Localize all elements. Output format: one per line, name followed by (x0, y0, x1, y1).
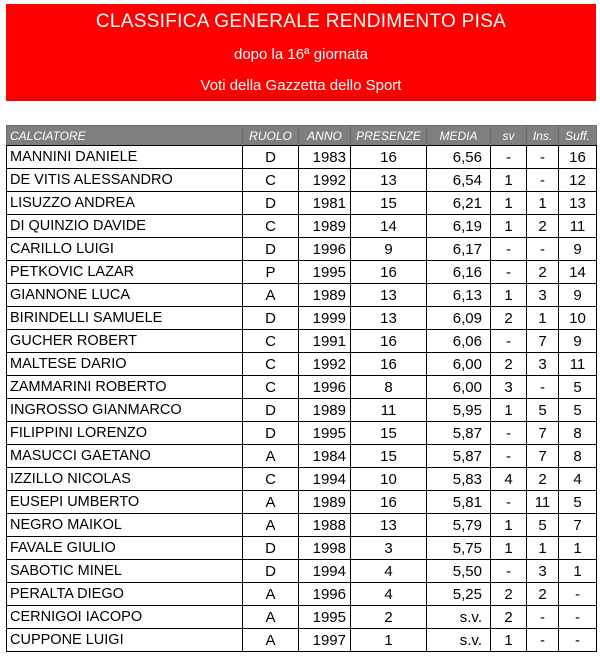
cell-suff: 5 (559, 491, 597, 514)
cell-appearances: 14 (351, 215, 427, 238)
cell-year: 1997 (299, 629, 351, 652)
cell-player: LISUZZO ANDREA (7, 192, 243, 215)
cell-year: 1995 (299, 422, 351, 445)
cell-player: INGROSSO GIANMARCO (7, 399, 243, 422)
cell-average: 6,13 (427, 284, 491, 307)
column-header-appearances: PRESENZE (351, 126, 427, 146)
cell-player: CARILLO LUIGI (7, 238, 243, 261)
cell-average: 6,19 (427, 215, 491, 238)
cell-role: C (243, 169, 299, 192)
source-note: Voti della Gazzetta dello Sport (200, 77, 402, 94)
cell-appearances: 13 (351, 514, 427, 537)
cell-sv: 1 (491, 169, 527, 192)
cell-year: 1983 (299, 146, 351, 169)
cell-player: PERALTA DIEGO (7, 583, 243, 606)
cell-sv: - (491, 261, 527, 284)
cell-ins: 3 (527, 353, 559, 376)
cell-average: 6,56 (427, 146, 491, 169)
table-row (7, 560, 597, 583)
cell-year: 1999 (299, 307, 351, 330)
cell-average: 5,81 (427, 491, 491, 514)
table-row (7, 376, 597, 399)
cell-role: P (243, 261, 299, 284)
cell-appearances: 4 (351, 583, 427, 606)
cell-appearances: 9 (351, 238, 427, 261)
cell-average: 5,87 (427, 422, 491, 445)
column-header-player: CALCIATORE (7, 126, 243, 146)
cell-ins: 1 (527, 537, 559, 560)
table-row (7, 445, 597, 468)
cell-suff: 9 (559, 284, 597, 307)
cell-ins: 5 (527, 514, 559, 537)
cell-sv: - (491, 146, 527, 169)
cell-year: 1998 (299, 537, 351, 560)
cell-average: 6,00 (427, 353, 491, 376)
standings-table (6, 125, 597, 652)
cell-suff: 7 (559, 514, 597, 537)
cell-ins: 7 (527, 330, 559, 353)
cell-suff: - (559, 606, 597, 629)
cell-suff: 11 (559, 215, 597, 238)
table-row (7, 583, 597, 606)
column-header-role: RUOLO (243, 126, 299, 146)
cell-sv: 2 (491, 353, 527, 376)
cell-suff: 1 (559, 537, 597, 560)
cell-role: D (243, 399, 299, 422)
cell-year: 1989 (299, 491, 351, 514)
table-row (7, 307, 597, 330)
cell-year: 1995 (299, 261, 351, 284)
page-subtitle: dopo la 16ª giornata (234, 46, 368, 63)
cell-ins: 2 (527, 468, 559, 491)
cell-ins: - (527, 146, 559, 169)
table-row (7, 238, 597, 261)
cell-sv: 1 (491, 215, 527, 238)
cell-player: MALTESE DARIO (7, 353, 243, 376)
cell-role: D (243, 307, 299, 330)
cell-suff: 10 (559, 307, 597, 330)
table-row (7, 146, 597, 169)
cell-suff: 14 (559, 261, 597, 284)
cell-appearances: 16 (351, 491, 427, 514)
cell-sv: - (491, 422, 527, 445)
cell-ins: 7 (527, 422, 559, 445)
column-header-year: ANNO (299, 126, 351, 146)
cell-suff: - (559, 629, 597, 652)
cell-average: 5,87 (427, 445, 491, 468)
cell-average: 6,21 (427, 192, 491, 215)
table-row (7, 169, 597, 192)
cell-ins: - (527, 629, 559, 652)
cell-sv: 2 (491, 583, 527, 606)
cell-ins: 3 (527, 560, 559, 583)
cell-ins: - (527, 238, 559, 261)
cell-suff: 1 (559, 560, 597, 583)
cell-role: A (243, 445, 299, 468)
cell-sv: 1 (491, 629, 527, 652)
cell-appearances: 13 (351, 169, 427, 192)
cell-appearances: 15 (351, 192, 427, 215)
cell-year: 1991 (299, 330, 351, 353)
cell-ins: 5 (527, 399, 559, 422)
cell-average: 6,06 (427, 330, 491, 353)
cell-appearances: 2 (351, 606, 427, 629)
cell-suff: 9 (559, 238, 597, 261)
table-row (7, 353, 597, 376)
cell-average: 5,83 (427, 468, 491, 491)
cell-average: 5,75 (427, 537, 491, 560)
cell-average: s.v. (427, 629, 491, 652)
cell-player: MANNINI DANIELE (7, 146, 243, 169)
cell-role: A (243, 629, 299, 652)
column-header-average: MEDIA (427, 126, 491, 146)
cell-player: GUCHER ROBERT (7, 330, 243, 353)
cell-ins: 2 (527, 583, 559, 606)
cell-role: A (243, 491, 299, 514)
cell-average: 6,54 (427, 169, 491, 192)
table-row (7, 629, 597, 652)
cell-year: 1989 (299, 399, 351, 422)
cell-year: 1992 (299, 353, 351, 376)
cell-year: 1996 (299, 376, 351, 399)
cell-player: DE VITIS ALESSANDRO (7, 169, 243, 192)
title-banner (6, 4, 596, 101)
cell-year: 1994 (299, 560, 351, 583)
cell-sv: 1 (491, 514, 527, 537)
cell-player: DI QUINZIO DAVIDE (7, 215, 243, 238)
cell-role: A (243, 606, 299, 629)
cell-player: EUSEPI UMBERTO (7, 491, 243, 514)
table-row (7, 330, 597, 353)
cell-player: NEGRO MAIKOL (7, 514, 243, 537)
cell-appearances: 15 (351, 422, 427, 445)
cell-sv: 2 (491, 606, 527, 629)
cell-player: FILIPPINI LORENZO (7, 422, 243, 445)
cell-sv: - (491, 445, 527, 468)
cell-average: 5,95 (427, 399, 491, 422)
table-body (7, 146, 597, 652)
cell-role: D (243, 192, 299, 215)
table-row (7, 284, 597, 307)
cell-average: s.v. (427, 606, 491, 629)
cell-year: 1992 (299, 169, 351, 192)
cell-player: IZZILLO NICOLAS (7, 468, 243, 491)
cell-suff: 11 (559, 353, 597, 376)
cell-average: 6,16 (427, 261, 491, 284)
cell-role: C (243, 330, 299, 353)
cell-ins: 1 (527, 307, 559, 330)
cell-average: 5,50 (427, 560, 491, 583)
cell-role: A (243, 583, 299, 606)
page-title: CLASSIFICA GENERALE RENDIMENTO PISA (95, 11, 507, 32)
cell-player: BIRINDELLI SAMUELE (7, 307, 243, 330)
cell-appearances: 3 (351, 537, 427, 560)
cell-role: D (243, 537, 299, 560)
cell-sv: 3 (491, 376, 527, 399)
cell-ins: 7 (527, 445, 559, 468)
cell-role: D (243, 560, 299, 583)
cell-role: D (243, 238, 299, 261)
table-row (7, 399, 597, 422)
cell-role: C (243, 353, 299, 376)
cell-year: 1995 (299, 606, 351, 629)
cell-sv: 1 (491, 537, 527, 560)
cell-role: D (243, 146, 299, 169)
cell-role: C (243, 376, 299, 399)
cell-year: 1988 (299, 514, 351, 537)
cell-year: 1994 (299, 468, 351, 491)
cell-ins: 11 (527, 491, 559, 514)
cell-sv: 4 (491, 468, 527, 491)
cell-role: A (243, 284, 299, 307)
cell-average: 5,79 (427, 514, 491, 537)
table-row (7, 468, 597, 491)
cell-appearances: 1 (351, 629, 427, 652)
cell-appearances: 16 (351, 330, 427, 353)
cell-sv: - (491, 330, 527, 353)
cell-appearances: 16 (351, 353, 427, 376)
cell-suff: 8 (559, 445, 597, 468)
cell-suff: 5 (559, 399, 597, 422)
cell-appearances: 15 (351, 445, 427, 468)
table-row (7, 514, 597, 537)
table-row (7, 215, 597, 238)
cell-role: C (243, 468, 299, 491)
cell-ins: 1 (527, 192, 559, 215)
cell-year: 1981 (299, 192, 351, 215)
cell-player: PETKOVIC LAZAR (7, 261, 243, 284)
cell-ins: 2 (527, 215, 559, 238)
cell-sv: 1 (491, 399, 527, 422)
cell-ins: - (527, 606, 559, 629)
cell-role: D (243, 422, 299, 445)
cell-player: FAVALE GIULIO (7, 537, 243, 560)
table-row (7, 192, 597, 215)
cell-sv: 1 (491, 284, 527, 307)
cell-ins: - (527, 376, 559, 399)
column-header-suff: Suff. (559, 126, 597, 146)
table-header-row (7, 126, 597, 146)
cell-player: CERNIGOI IACOPO (7, 606, 243, 629)
cell-average: 6,09 (427, 307, 491, 330)
cell-suff: 12 (559, 169, 597, 192)
cell-suff: 16 (559, 146, 597, 169)
cell-suff: - (559, 583, 597, 606)
cell-player: CUPPONE LUIGI (7, 629, 243, 652)
cell-appearances: 11 (351, 399, 427, 422)
cell-year: 1989 (299, 284, 351, 307)
cell-appearances: 16 (351, 146, 427, 169)
cell-player: SABOTIC MINEL (7, 560, 243, 583)
column-header-sv: sv (491, 126, 527, 146)
cell-sv: - (491, 238, 527, 261)
cell-sv: 2 (491, 307, 527, 330)
cell-sv: 1 (491, 192, 527, 215)
cell-average: 6,00 (427, 376, 491, 399)
cell-suff: 4 (559, 468, 597, 491)
cell-role: C (243, 215, 299, 238)
cell-appearances: 16 (351, 261, 427, 284)
table-row (7, 261, 597, 284)
cell-appearances: 13 (351, 307, 427, 330)
cell-appearances: 8 (351, 376, 427, 399)
table-row (7, 491, 597, 514)
cell-suff: 8 (559, 422, 597, 445)
column-header-ins: Ins. (527, 126, 559, 146)
cell-ins: - (527, 169, 559, 192)
cell-year: 1996 (299, 583, 351, 606)
cell-player: GIANNONE LUCA (7, 284, 243, 307)
cell-appearances: 10 (351, 468, 427, 491)
cell-year: 1989 (299, 215, 351, 238)
cell-sv: - (491, 560, 527, 583)
cell-suff: 5 (559, 376, 597, 399)
table-row (7, 606, 597, 629)
cell-appearances: 13 (351, 284, 427, 307)
cell-ins: 3 (527, 284, 559, 307)
cell-sv: - (491, 491, 527, 514)
cell-suff: 9 (559, 330, 597, 353)
cell-player: ZAMMARINI ROBERTO (7, 376, 243, 399)
table-row (7, 537, 597, 560)
cell-role: A (243, 514, 299, 537)
table-row (7, 422, 597, 445)
cell-year: 1996 (299, 238, 351, 261)
cell-year: 1984 (299, 445, 351, 468)
cell-ins: 2 (527, 261, 559, 284)
cell-player: MASUCCI GAETANO (7, 445, 243, 468)
cell-suff: 13 (559, 192, 597, 215)
cell-average: 6,17 (427, 238, 491, 261)
cell-appearances: 4 (351, 560, 427, 583)
cell-average: 5,25 (427, 583, 491, 606)
